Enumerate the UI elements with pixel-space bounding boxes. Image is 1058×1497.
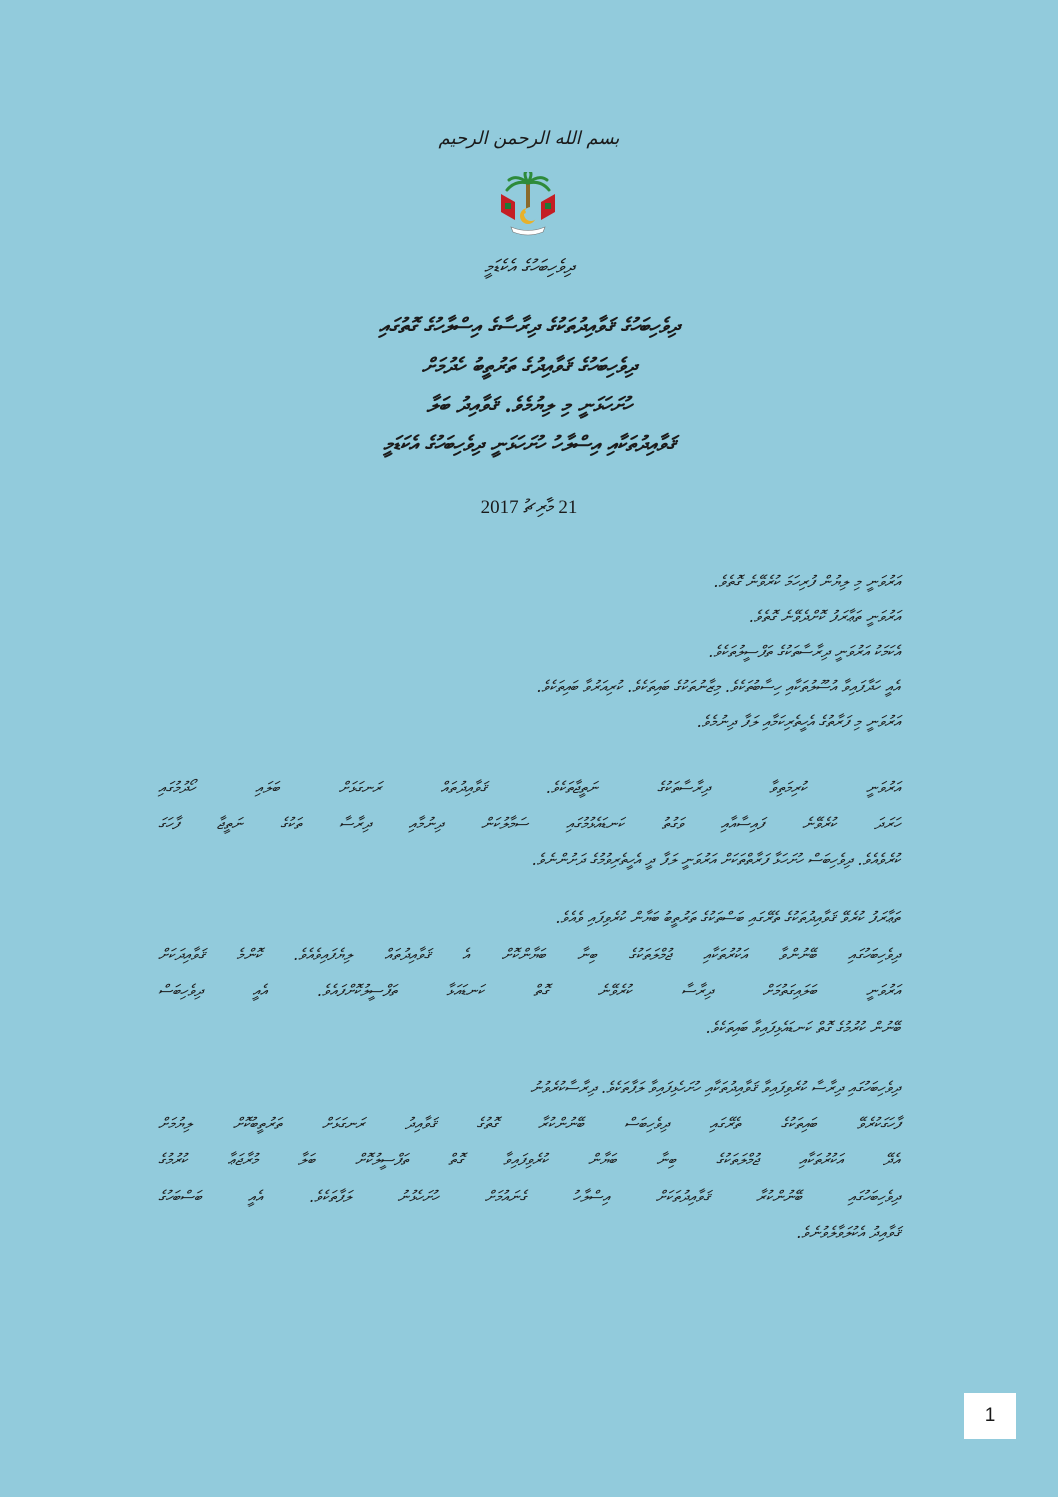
paragraph-line: އެދޭ އަކުރުތަކާއި ޖުމްލަތަކުގެ ބިނާ ބަޔާން ކުރެވިފައިވާ ގޮތް ތަފްސީލުކޮށް ބަލާ މުރާޖަޢާ ކުރުމުގެ xyxy=(158,1150,900,1169)
page-number: 1 xyxy=(964,1393,1016,1439)
paragraph-line: ތަޢާރަފު ކުރެވޭ ޤަވާއިދުތަކުގެ ތެރޭގައި ބަސްތަކުގެ ތަރުތީބު ބަޔާން ކުރެވިފައި ވެއެވެ. xyxy=(555,908,900,927)
paragraph-line: ބޭނުން ކުރުމުގެ ގޮތް ކަނޑައެޅިފައިވާ ބައިތަކެވެ. xyxy=(705,1018,900,1037)
header-title-line: ދިވެހިބަހުގެ ޤަވާއިދުތަކުގެ ދިރާސާގެ އިސްލާހުގެ ގޮތުގައި xyxy=(378,313,680,338)
list-item: އެކަމަކު އަރުވަނީ ދިރާސާތަކުގެ ތަފްސީލުތަކެވެ. xyxy=(708,642,900,661)
paragraph-line: ދިވެހިބަހުގައި ބޭނުންކުރާ ޤަވާއިދުތަކަށް އިސްލާހު ގެނައުމަށް ހުށަހެޅުނު ލަފާތަކެވެ. އެއީ ބަސްބަހުގެ xyxy=(158,1187,900,1206)
bismillah-calligraphy: بسم الله الرحمن الرحيم xyxy=(438,128,620,149)
paragraph-line: ދިވެހިބަހުގައި ދިރާސާ ކުރެވިފައިވާ ޤަވާއިދުތަކާއި ހުށަހެޅިފައިވާ ލަފާތަކެވެ. ދިރާސާކުރެވުނު xyxy=(530,1078,900,1097)
header-title-line: ދިވެހިބަހުގެ ޤަވާއިދުގެ ތަރުތީބު ހެދުމަށް xyxy=(421,353,637,378)
header-title-line: ޤަވާއިދުތަކާއި އިސްލާހު ހުށަހަޅަނީ ދިވެހިބަހުގެ އެކަޑަމީ xyxy=(383,431,675,456)
paragraph-line: ޤަވާއިދު އެކުލަވާލެވުނެވެ. xyxy=(796,1223,900,1242)
header-subtitle: ދިވެހިބަހުގެ އެކެޑަމީ xyxy=(484,256,574,278)
list-item: އަރުވަނީ މި ލިޔުން ފުރިހަމަ ކުރެވޭނެ ގޮތެވެ. xyxy=(713,572,900,591)
paragraph-line: ދިވެހިބަހުގައި ބޭނުންވާ އަކުރުތަކާއި ޖުމްލަތަކުގެ ބިނާ ބަޔާންކޮށް އެ ޤަވާއިދުތައް ލިޔެފައިވެއެވެ. ކޮންމެ ޤަވާއިދަކަށް xyxy=(158,945,900,964)
paragraph-line: ހަރަދަ ކުރެވޭނެ ފައިސާއާއި ވަގުތު ކަނޑައެޅުމުގައި ސަމާލުކަން ދިނުމާއި ދިރާސާ ތަކުގެ ނަތީޖާ ފާހަގަ xyxy=(158,814,900,833)
header-title-line: ހުށަހަޅަނީ މި ލިޔުމެވެ. ޤަވާއިދު ބަލާ xyxy=(426,392,632,417)
list-item: އަރުވަނީ ތަޢާރަފު ކޮށްދެވޭނެ ގޮތެވެ. xyxy=(748,607,900,626)
list-item: އަރުވަނީ މި ފަރާތުގެ އެހީތެރިކަމާއި ލަފާ ދިނުމެވެ. xyxy=(696,712,900,731)
document-date: 21 މާރިޗު 2017 xyxy=(480,497,578,518)
national-emblem-icon xyxy=(495,172,561,242)
paragraph-line: އަރުވަނީ ކުރިމަތިވާ ދިރާސާތަކުގެ ނަތީޖާތަކެވެ. ޤަވާއިދުތައް ރަނގަޅަށް ބަލައި ހޯދުމުގައި xyxy=(158,778,900,797)
paragraph-line: އަރުވަނީ ބަލައިގަތުމަށް ދިރާސާ ކުރެވޭނެ ގޮތް ކަނޑައަޅާ ތަފްސީލުކޮށްފައެވެ. އެއީ ދިވެހިބަސް xyxy=(158,981,900,1000)
paragraph-line: ފާހަގަކުރެވޭ ބައިތަކުގެ ތެރޭގައި ދިވެހިބަސް ބޭނުންކުރާ ގޮތުގެ ޤަވާއިދު ރަނގަޅަށް ތަރުތީބުކޮށް ލިޔުމަށް xyxy=(158,1114,900,1133)
list-item: އެއީ ހަދާފައިވާ އުސޫލުތަކާއި ހިސާބުތަކެވެ. މިޒާނުތަކުގެ ބައިތަކެވެ. ކުރިއަރުވާ ބައިތަކެވެ. xyxy=(536,677,900,696)
paragraph-line: ކުރެވެއެވެ. ދިވެހިބަސް ހުށަހަޅާ ފަރާތްތަކަށް އަރުވަނީ ލަފާ ދީ އެހީތެރިވުމުގެ ދަށުންނެވެ. xyxy=(531,850,900,869)
